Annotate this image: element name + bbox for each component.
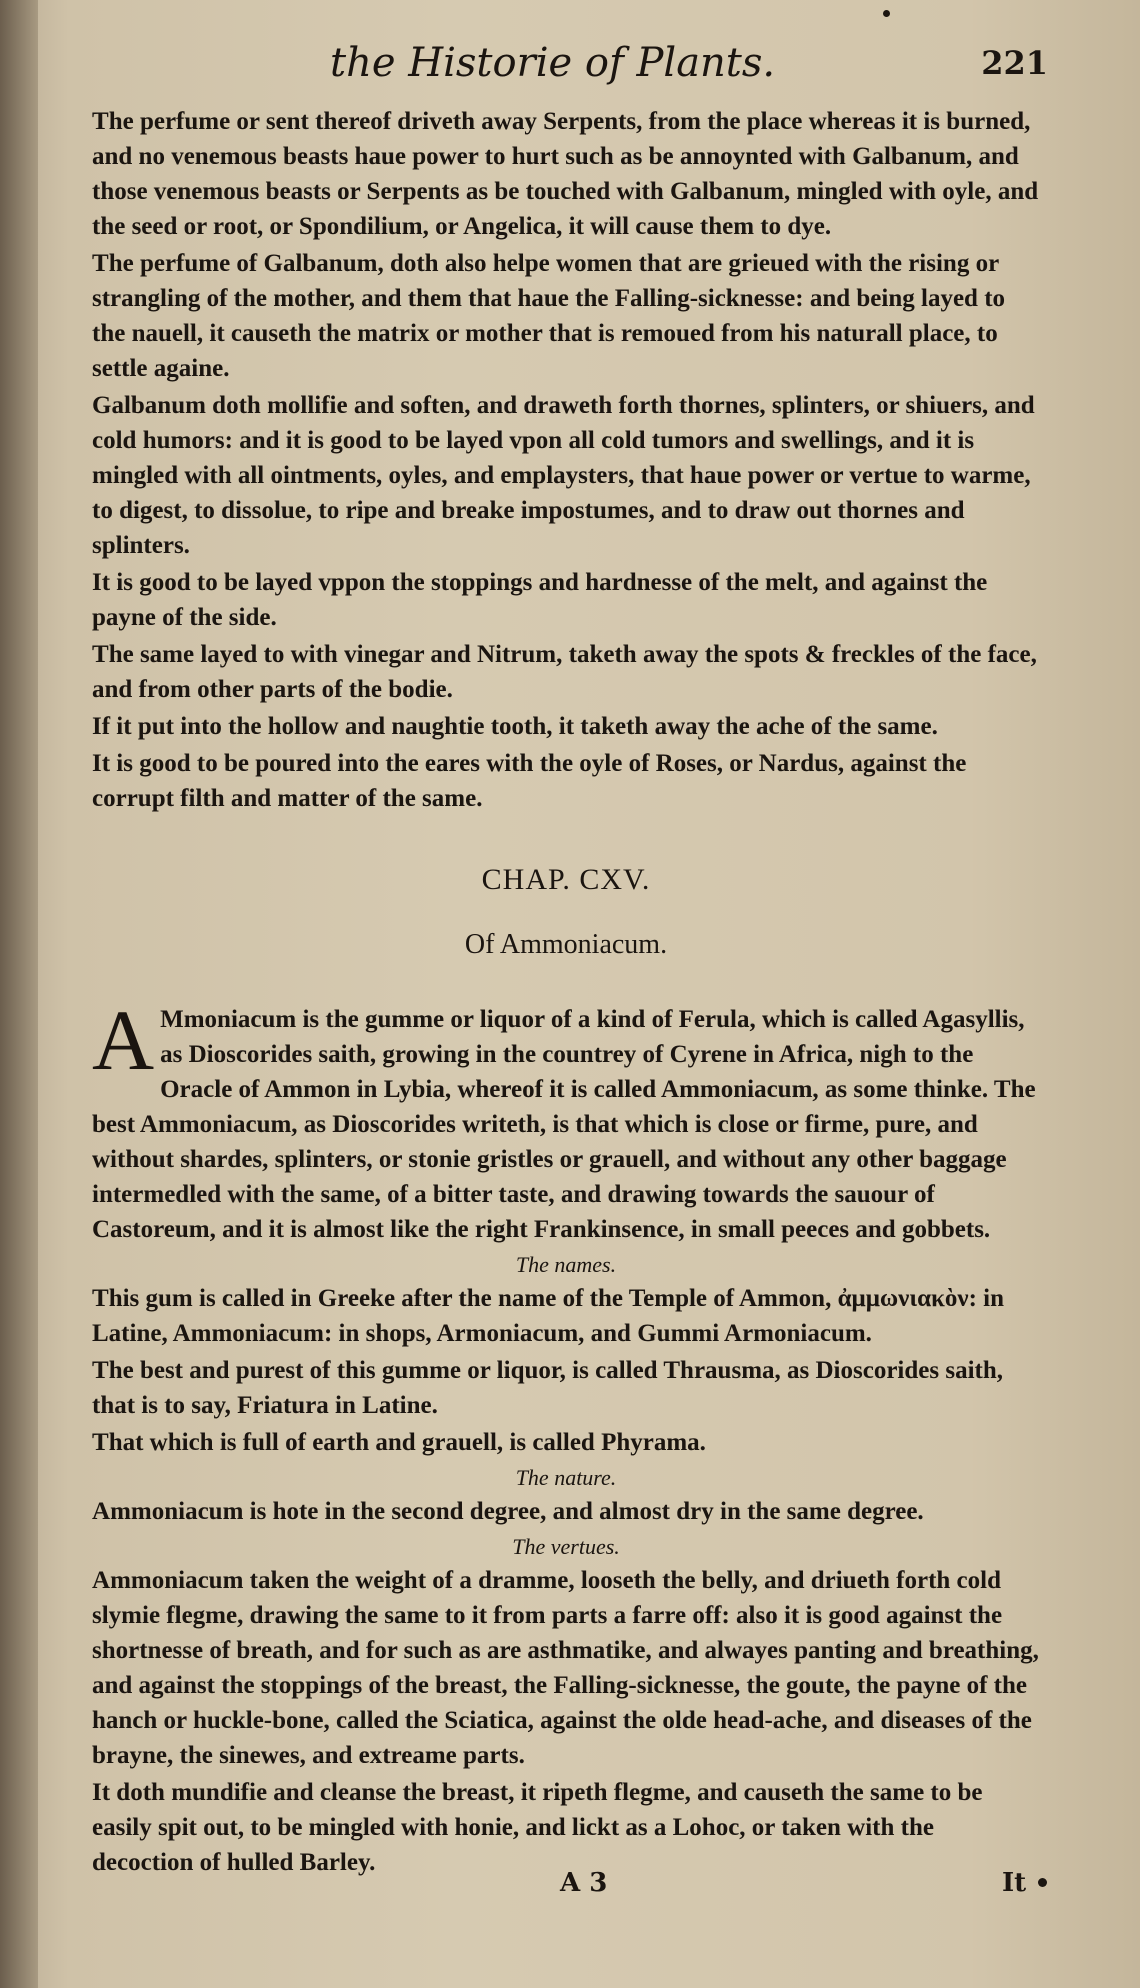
ink-spot <box>1038 1878 1047 1887</box>
chapter-title: CHAP. CXV. <box>481 863 651 896</box>
paragraph-eares: It is good to be poured into the eares with the oyle of Roses, or Nardus, against the corrupt filth and matter of the same. <box>92 750 967 812</box>
paragraph-vertues-breast: It doth mundifie and cleanse the breast, it ripeth flegme, and causeth the same to be easily spit out, to be mingled with honie, and lickt as a Lohoc, or taken with the decoction of hulled Barley. <box>92 1779 983 1876</box>
catchword: It <box>1002 1868 1027 1898</box>
section-heading-vertues: The vertues. <box>512 1534 620 1559</box>
page-header <box>0 40 1140 100</box>
ink-spot <box>883 10 890 17</box>
paragraph-freckles: The same layed to with vinegar and Nitrum, taketh away the spots & freckles of the face, and from other parts of the bodie. <box>92 641 1037 703</box>
intro-paragraph <box>92 992 1040 1247</box>
paragraph-tooth: If it put into the hollow and naughtie tooth, it taketh away the ache of the same. <box>92 713 938 740</box>
paragraph-nature: Ammoniacum is hote in the second degree, and almost dry in the same degree. <box>92 1498 924 1525</box>
paragraph-names-phyrama: That which is full of earth and grauell, is called Phyrama. <box>92 1429 706 1456</box>
paragraph-names-thrausma: The best and purest of this gumme or liquor, is called Thrausma, as Dioscorides saith, that is to say, Friatura in Latine. <box>92 1357 1003 1419</box>
paragraph-vertues-dramme: Ammoniacum taken the weight of a dramme, looseth the belly, and driueth forth cold slymie flegme, drawing the same to it from parts a farre off: also it is good against the shortnesse of breath, and for such as are asthmatike, and alwayes panting and breathing, and against the stoppings of the breast, the Falling-sicknesse, the goute, the payne of the hanch or huckle-bone, called the Sciatica, against the olde head-ache, and diseases of the brayne, the sinewes, and extreame parts. <box>92 1567 1039 1769</box>
page-number: 221 <box>981 44 1048 82</box>
section-heading-names: The names. <box>515 1252 617 1277</box>
signature-mark: A 3 <box>560 1868 608 1898</box>
binding-gutter <box>0 0 38 1988</box>
paragraph-names-greeke: This gum is called in Greeke after the name of the Temple of Ammon, ἀμμωνιακὸν: in Latine, Ammoniacum: in shops, Armoniacum, and Gummi Armoniacum. <box>92 1285 1004 1347</box>
drop-cap: A <box>92 992 155 1088</box>
paragraph-perfume-serpents: The perfume or sent thereof driveth away Serpents, from the place whereas it is burned, and no venemous beasts haue power to hurt such as be annoynted with Galbanum, and those venemous beasts or Serpents as be touched with Galbanum, mingled with oyle, and the seed or root, or Spondilium, or Angelica, it will cause them to dye. <box>92 108 1039 240</box>
chapter-subtitle: Of Ammoniacum. <box>464 929 668 960</box>
page-body <box>92 104 1040 1882</box>
paragraph-melt: It is good to be layed vppon the stoppings and hardnesse of the melt, and against the payne of the side. <box>92 569 988 631</box>
page-footer <box>0 1868 1140 1918</box>
running-title: the Historie of Plants. <box>330 40 776 86</box>
intro-text: Mmoniacum is the gumme or liquor of a kind of Ferula, which is called Agasyllis, as Dioscorides saith, growing in the countrey of Cyrene in Africa, nigh to the Oracle of Ammon in Lybia, whereof it is called Ammoniacum, as some thinke. The best Ammoniacum, as Dioscorides writeth, is that which is close or firme, pure, and without shardes, splinters, or stonie gristles or grauell, and without any other baggage intermedled with the same, of a bitter taste, and drawing towards the sauour of Castoreum, and it is almost like the right Frankinsence, in small peeces and gobbets. <box>92 1006 1036 1243</box>
paragraph-perfume-mother: The perfume of Galbanum, doth also helpe women that are grieued with the rising or strangling of the mother, and them that haue the Falling-sicknesse: and being layed to the nauell, it causeth the matrix or mother that is remoued from his naturall place, to settle againe. <box>92 250 1006 382</box>
paragraph-mollifie: Galbanum doth mollifie and soften, and draweth forth thornes, splinters, or shiuers, and cold humors: and it is good to be layed vpon all cold tumors and swellings, and it is mingled with all ointments, oyles, and emplaysters, that haue power or vertue to warme, to digest, to dissolue, to ripe and breake impostumes, and to draw out thornes and splinters. <box>92 392 1035 559</box>
section-heading-nature: The nature. <box>515 1465 617 1490</box>
